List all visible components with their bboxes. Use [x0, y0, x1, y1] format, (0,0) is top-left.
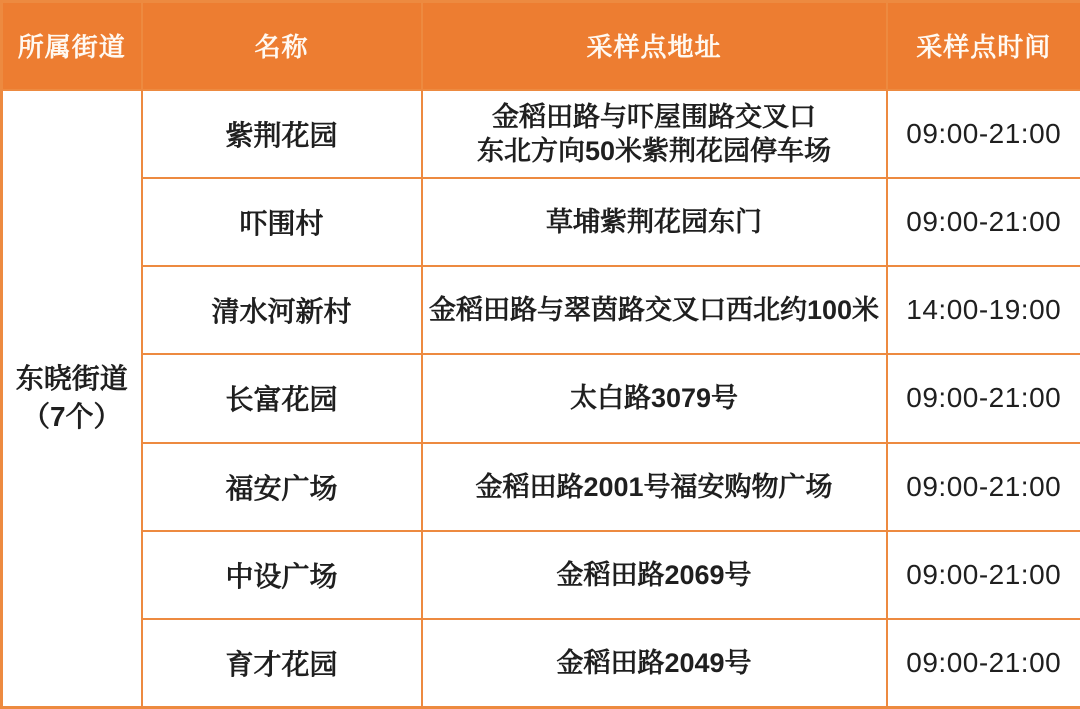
site-address-cell [422, 354, 887, 442]
site-name-cell: 福安广场 [142, 443, 422, 531]
district-cell [2, 90, 142, 708]
header-time: 采样点时间 [887, 2, 1080, 90]
address-line: 金稻田路与吓屋围路交叉口 [492, 101, 816, 132]
table-row [2, 531, 1080, 619]
table-row [2, 178, 1080, 266]
site-name-cell: 育才花园 [142, 619, 422, 707]
table-body [2, 90, 1080, 708]
address-line: 金稻田路2069号 [556, 560, 752, 591]
site-time-cell: 09:00-21:00 [887, 443, 1080, 531]
site-time-cell: 09:00-21:00 [887, 531, 1080, 619]
site-address-cell [422, 443, 887, 531]
address-line: 草埔紫荆花园东门 [546, 206, 762, 237]
address-line: 金稻田路2001号福安购物广场 [475, 471, 833, 502]
site-time-cell: 14:00-19:00 [887, 266, 1080, 354]
address-line: 金稻田路与翠茵路交叉口西北约100米 [428, 295, 880, 326]
table-row [2, 90, 1080, 178]
header-row [2, 2, 1080, 90]
table-row [2, 619, 1080, 707]
site-name-cell: 长富花园 [142, 354, 422, 442]
address-line: 金稻田路2049号 [556, 648, 752, 679]
header-district: 所属街道 [2, 2, 142, 90]
table-row [2, 266, 1080, 354]
header-name: 名称 [142, 2, 422, 90]
site-name-cell: 紫荆花园 [142, 90, 422, 178]
site-address-cell [422, 90, 887, 178]
site-name-cell: 吓围村 [142, 178, 422, 266]
address-line: 太白路3079号 [569, 383, 739, 414]
header-address: 采样点地址 [422, 2, 887, 90]
address-line: 东北方向50米紫荆花园停车场 [476, 135, 832, 166]
table-row [2, 354, 1080, 442]
site-address-cell [422, 531, 887, 619]
site-time-cell: 09:00-21:00 [887, 354, 1080, 442]
site-name-cell: 中设广场 [142, 531, 422, 619]
site-name-cell: 清水河新村 [142, 266, 422, 354]
district-name: 东晓街道 [15, 363, 128, 395]
site-time-cell: 09:00-21:00 [887, 90, 1080, 178]
site-address-cell [422, 619, 887, 707]
site-time-cell: 09:00-21:00 [887, 178, 1080, 266]
district-count: （7个） [21, 401, 122, 433]
site-address-cell [422, 266, 887, 354]
site-address-cell [422, 178, 887, 266]
table-row [2, 443, 1080, 531]
site-time-cell: 09:00-21:00 [887, 619, 1080, 707]
